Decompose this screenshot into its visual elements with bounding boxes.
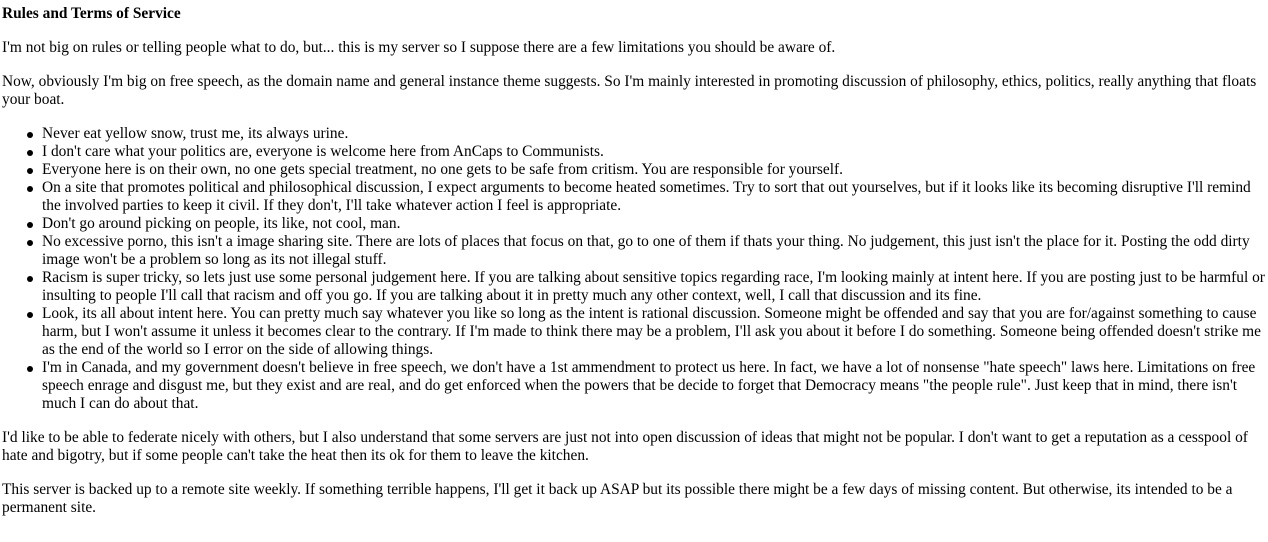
- rule-text: On a site that promotes political and philosophical discussion, I expect arguments to become heated sometimes. Try to sort that out yourselves, but if it looks like its becoming disruptive I'll remind the involved parties to keep it civil. If they don't, I'll take whatever action I feel is appropriate.: [42, 179, 1251, 214]
- rule-item: [42, 179, 1266, 215]
- rule-text: I'm in Canada, and my government doesn't believe in free speech, we don't have a 1st ammendment to protect us here. In fact, we have a lot of nonsense "hate speech" laws here. Limitations on free speech enrage and disgust me, but they exist and are real, and do get enforced when the powers that be decide to forget that Democracy means "the people rule". Just keep that in mind, there isn't much I can do about that.: [42, 359, 1256, 412]
- bullet-icon: [27, 222, 33, 228]
- free-speech-paragraph: Now, obviously I'm big on free speech, as the domain name and general instance theme suggests. So I'm mainly interested in promoting discussion of philosophy, ethics, politics, really anything that floats your boat.: [2, 73, 1257, 108]
- rule-text: I don't care what your politics are, everyone is welcome here from AnCaps to Communists.: [42, 143, 604, 160]
- bullet-icon: [27, 186, 33, 192]
- bullet-icon: [27, 168, 33, 174]
- backup-paragraph: This server is backed up to a remote site weekly. If something terrible happens, I'll get it back up ASAP but its possible there might be a few days of missing content. But otherwise, its intended to be a permanent site.: [2, 481, 1233, 516]
- bullet-icon: [27, 312, 33, 318]
- bullet-icon: [27, 132, 33, 138]
- rule-text: Everyone here is on their own, no one gets special treatment, no one gets to be safe from critism. You are responsible for yourself.: [42, 161, 843, 178]
- rule-item: [42, 161, 1266, 179]
- bullet-icon: [27, 276, 33, 282]
- page-title: Rules and Terms of Service: [2, 5, 181, 22]
- bullet-icon: [27, 366, 33, 372]
- rule-text: Never eat yellow snow, trust me, its always urine.: [42, 125, 349, 142]
- rule-text: No excessive porno, this isn't a image sharing site. There are lots of places that focus on that, go to one of them if thats your thing. No judgement, this just isn't the place for it. Posting the odd dirty image won't be a problem so long as its not illegal stuff.: [42, 233, 1250, 268]
- rule-item: [42, 305, 1266, 359]
- rule-item: [42, 215, 1266, 233]
- rule-item: [42, 269, 1266, 305]
- bullet-icon: [27, 150, 33, 156]
- rules-list: [2, 125, 1266, 413]
- bullet-icon: [27, 240, 33, 246]
- rule-text: Don't go around picking on people, its like, not cool, man.: [42, 215, 401, 232]
- rule-item: [42, 125, 1266, 143]
- intro-paragraph: I'm not big on rules or telling people what to do, but... this is my server so I suppose there are a few limitations you should be aware of.: [2, 39, 836, 56]
- federation-paragraph: I'd like to be able to federate nicely with others, but I also understand that some servers are just not into open discussion of ideas that might not be popular. I don't want to get a reputation as a cesspool of hate and bigotry, but if some people can't take the heat then its ok for them to leave the kitchen.: [2, 429, 1248, 464]
- rule-item: [42, 233, 1266, 269]
- rule-item: [42, 143, 1266, 161]
- rule-text: Look, its all about intent here. You can pretty much say whatever you like so long as the intent is rational discussion. Someone might be offended and say that you are for/against something to cause harm, but I won't assume it unless it becomes clear to the contrary. If I'm made to think there may be a problem, I'll ask you about it before I do something. Someone being offended doesn't strike me as the end of the world so I error on the side of allowing things.: [42, 305, 1261, 358]
- rule-item: [42, 359, 1266, 413]
- rule-text: Racism is super tricky, so lets just use some personal judgement here. If you are talking about sensitive topics regarding race, I'm looking mainly at intent here. If you are posting just to be harmful or insulting to people I'll call that racism and off you go. If you are talking about it in pretty much any other context, well, I call that discussion and its fine.: [42, 269, 1265, 304]
